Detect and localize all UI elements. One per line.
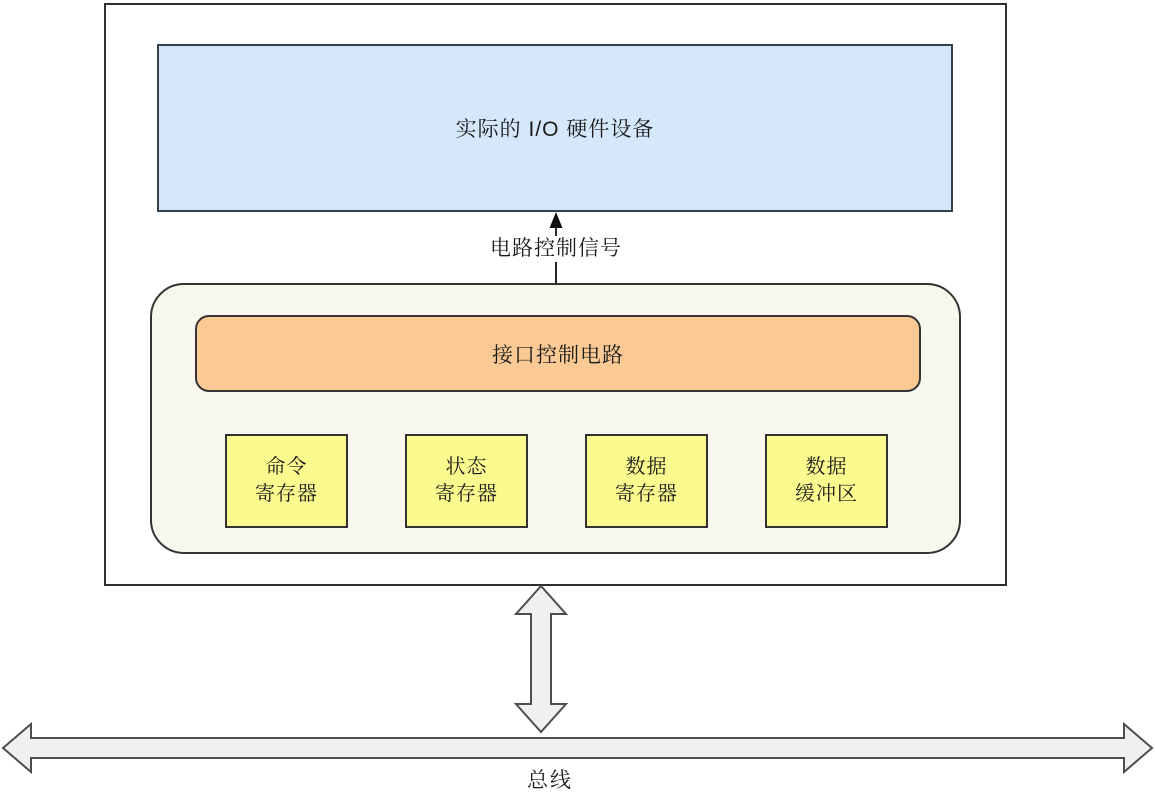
register-label-line: 数据 — [805, 456, 848, 478]
double-arrow-icon — [516, 586, 566, 732]
register-label-line: 命令 — [265, 456, 308, 478]
register-label-line: 缓冲区 — [795, 483, 858, 505]
command-register-box — [225, 434, 348, 528]
interface-control-circuit-label: 接口控制电路 — [492, 343, 624, 367]
register-label-line: 状态 — [445, 456, 488, 478]
interface-control-circuit-box — [195, 315, 921, 392]
register-label-line: 寄存器 — [435, 483, 498, 505]
register-label-line: 数据 — [625, 456, 668, 478]
status-register-box — [405, 434, 528, 528]
register-label-line: 寄存器 — [615, 483, 678, 505]
io-hardware-device-box — [157, 44, 953, 212]
chassis-to-bus-double-arrow — [514, 584, 568, 734]
control-signal-arrowhead-icon — [550, 212, 563, 228]
control-signal-label: 电路控制信号 — [456, 236, 656, 262]
data-buffer-box — [765, 434, 888, 528]
io-hardware-device-label: 实际的 I/O 硬件设备 — [455, 118, 655, 141]
bus-label: 总线 — [527, 769, 573, 792]
data-register-box — [585, 434, 708, 528]
register-label-line: 寄存器 — [255, 483, 318, 505]
